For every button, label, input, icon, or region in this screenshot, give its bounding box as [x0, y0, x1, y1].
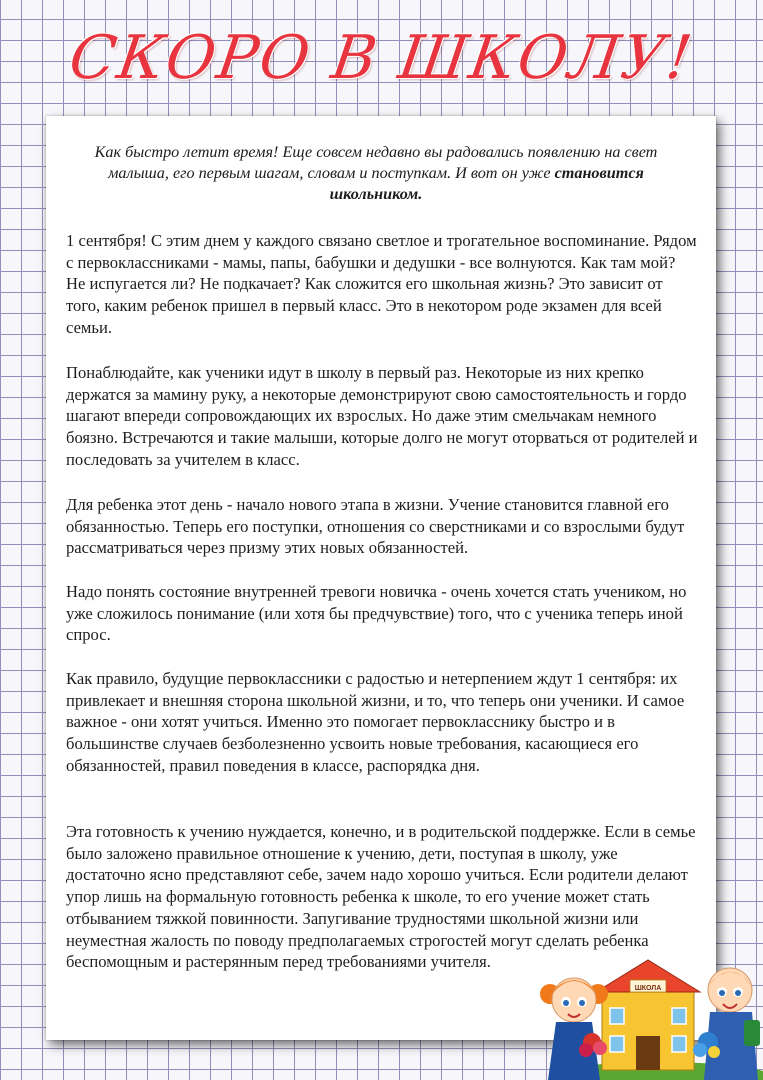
intro-text: [76, 142, 676, 205]
girl-figure: [540, 978, 608, 1080]
intro-text-main: Как быстро летит время! Еще совсем недавно вы радовались появлению на свет малыша, его первым шагам, словам и поступкам. И вот он уже: [94, 143, 658, 182]
school-building: [596, 960, 700, 1070]
paragraph-6: Эта готовность к учению нуждается, конечно, и в родительской поддержке. Если в семье было заложено правильное отношение к учению, дети, поступая в школу, уже достаточно ясно представляют себе, зачем надо хорошо учиться. Если родители делают упор лишь на формальную готовность ребенка к школе, то его учение может стать отбыванием тяжкой повинности. Запугивание трудностями школьной жизни или неуместная жалость по поводу предполагаемых строгостей могут сделать ребенка беспомощным и растерянным перед требованиями учителя.: [66, 822, 696, 972]
page-title: СКОРО В ШКОЛУ!: [65, 23, 698, 93]
paragraph-2: Понаблюдайте, как ученики идут в школу в первый раз. Некоторые из них крепко держатся за мамину руку, а некоторые демонстрируют свою самостоятельность и гордо шагают впереди сопровождающих их взрослых. Но даже этим смельчакам немного боязно. Встречаются и такие малыши, которые долго не могут оторваться от родителей и последовать за учителем в класс.: [66, 363, 698, 469]
paragraph-3: Для ребенка этот день - начало нового этапа в жизни. Учение становится главной его обязанностью. Теперь его поступки, отношения со сверстниками и со взрослыми будут рассматриваться через призму этих новых обязанностей.: [66, 495, 685, 558]
paragraph-1: 1 сентября! С этим днем у каждого связано светлое и трогательное воспоминание. Рядом с первоклассниками - мамы, папы, бабушки и дедушки - все волнуются. Как там мой? Не испугается ли? Не подкачает? Как сложится его школьная жизнь? Это зависит от того, каким ребенок пришел в первый класс. Это в некотором роде экзамен для всей семьи.: [66, 231, 697, 337]
intro-text-end: становится школьником.: [329, 164, 644, 203]
text-sheet: [46, 116, 716, 1040]
paragraph-4: Надо понять состояние внутренней тревоги новичка - очень хочется стать учеником, но уже сложилось понимание (или хотя бы предчувствие) того, что с ученика теперь иной спрос.: [66, 582, 687, 645]
school-sign: ШКОЛА: [634, 985, 662, 992]
paragraph-5: Как правило, будущие первоклассники с радостью и нетерпением ждут 1 сентября: их привлекает и внешняя сторона школьной жизни, и то, что теперь они ученики. И самое важное - они хотят учиться. Именно это помогает первокласснику быстро и в большинстве случаев безболезненно усвоить новые требования, касающиеся его обязанностей, правил поведения в классе, распорядка дня.: [66, 669, 685, 775]
school-children-illustration: [540, 950, 763, 1080]
